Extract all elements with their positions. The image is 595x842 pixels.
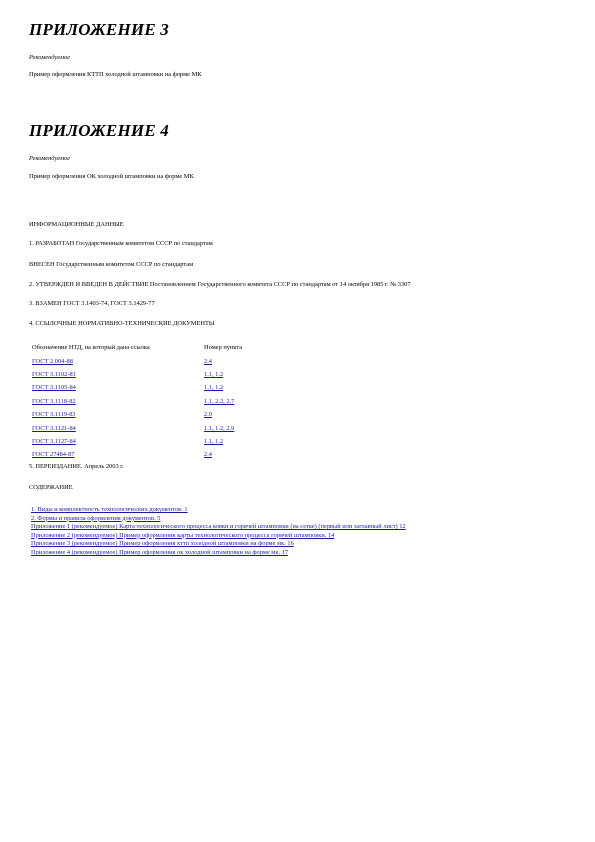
doc-link[interactable]: ГОСТ 2.004-88 [32,357,73,365]
info-item-4: 4. ССЫЛОЧНЫЕ НОРМАТИВНО-ТЕХНИЧЕСКИЕ ДОКУМЕНТЫ [29,320,215,327]
appendix-3-status: Рекомендуемое [29,54,71,61]
info-item-3: 3. ВЗАМЕН ГОСТ 3.1403-74, ГОСТ 3.1429-77 [29,300,155,307]
clause-link[interactable]: 2.4 [204,357,212,365]
doc-link[interactable]: ГОСТ 3.1105-84 [32,384,76,392]
appendix-4-status: Рекомендуемое [29,155,71,162]
info-heading: ИНФОРМАЦИОННЫЕ ДАННЫЕ [29,221,124,228]
clause-link[interactable]: 1.1, 1.2, 2.9 [204,424,235,432]
clause-link[interactable]: 1.1, 1.2 [204,370,224,378]
table-row [30,435,244,448]
toc-link-appendix-4[interactable]: Приложение 4 (рекомендуемое) Пример оформления ок холодной штамповки на форме мк. 17 [31,548,289,556]
doc-link[interactable]: ГОСТ 3.1118-82 [32,397,76,405]
table-row [30,354,244,367]
toc-link-appendix-2[interactable]: Приложение 2 (рекомендуемое) Пример оформления карты технологического процесса горячей штамповки. 14 [31,531,335,539]
table-row [30,381,244,394]
info-item-5: 5. ПЕРЕИЗДАНИЕ. Апрель 2003 г. [29,463,124,470]
clause-link[interactable]: 1.1, 1.2 [204,384,224,392]
column-header-document: Обозначение НТД, на который дана ссылка [32,344,150,352]
clause-link[interactable]: 2.4 [204,451,212,459]
doc-link[interactable]: ГОСТ 27484-87 [32,451,75,459]
doc-link[interactable]: ГОСТ 3.1127-84 [32,437,76,445]
table-of-contents [31,506,501,558]
appendix-4-title: ПРИЛОЖЕНИЕ 4 [29,121,170,140]
clause-link[interactable]: 1.1, 1.2 [204,437,224,445]
toc-link-appendix-3[interactable]: Приложение 3 (рекомендуемое) Пример оформления кттп холодной штамповки на форме мк. 16 [31,540,294,548]
appendix-3-caption: Пример оформления КТТП холодной штамповки на форме МК [29,71,202,78]
doc-link[interactable]: ГОСТ 3.1119-83 [32,411,76,419]
appendix-3-title: ПРИЛОЖЕНИЕ 3 [29,20,170,39]
doc-link[interactable]: ГОСТ 3.1121-84 [32,424,76,432]
references-table [30,341,244,462]
toc-link-appendix-1[interactable]: Приложение 1 (рекомендуемое) Карта технологического процесса ковки и горячей штамповки (на сетке) (первый или заглавный лист) 12 [31,523,406,531]
column-header-clause: Номер пункта [204,344,243,352]
toc-link-section-1[interactable]: 1. Виды и комплектность технологических документов. 1 [31,506,188,513]
info-item-1b: ВНЕСЕН Государственным комитетом СССР по стандартам [29,261,194,268]
table-row [30,395,244,408]
clause-link[interactable]: 1.1, 2.2, 2.7 [204,397,235,405]
toc-link-section-2[interactable]: 2. Формы и правила оформления документов. 5 [31,514,161,522]
info-item-1: 1. РАЗРАБОТАН Государственным комитетом СССР по стандартам [29,240,213,247]
table-header-row [30,341,244,354]
appendix-4-caption: Пример оформления ОК холодной штамповки на форме МК [29,173,194,180]
table-row [30,421,244,434]
table-row [30,448,244,461]
info-item-2: 2. УТВЕРЖДЕН И ВВЕДЕН В ДЕЙСТВИЕ Постановлением Государственного комитета СССР по стандартам от 14 октября 1985 г. № 3307 [29,281,411,288]
table-row [30,368,244,381]
clause-link[interactable]: 2.9 [204,411,212,419]
contents-heading: СОДЕРЖАНИЕ [29,484,73,491]
table-row [30,408,244,421]
doc-link[interactable]: ГОСТ 3.1102-81 [32,370,76,378]
